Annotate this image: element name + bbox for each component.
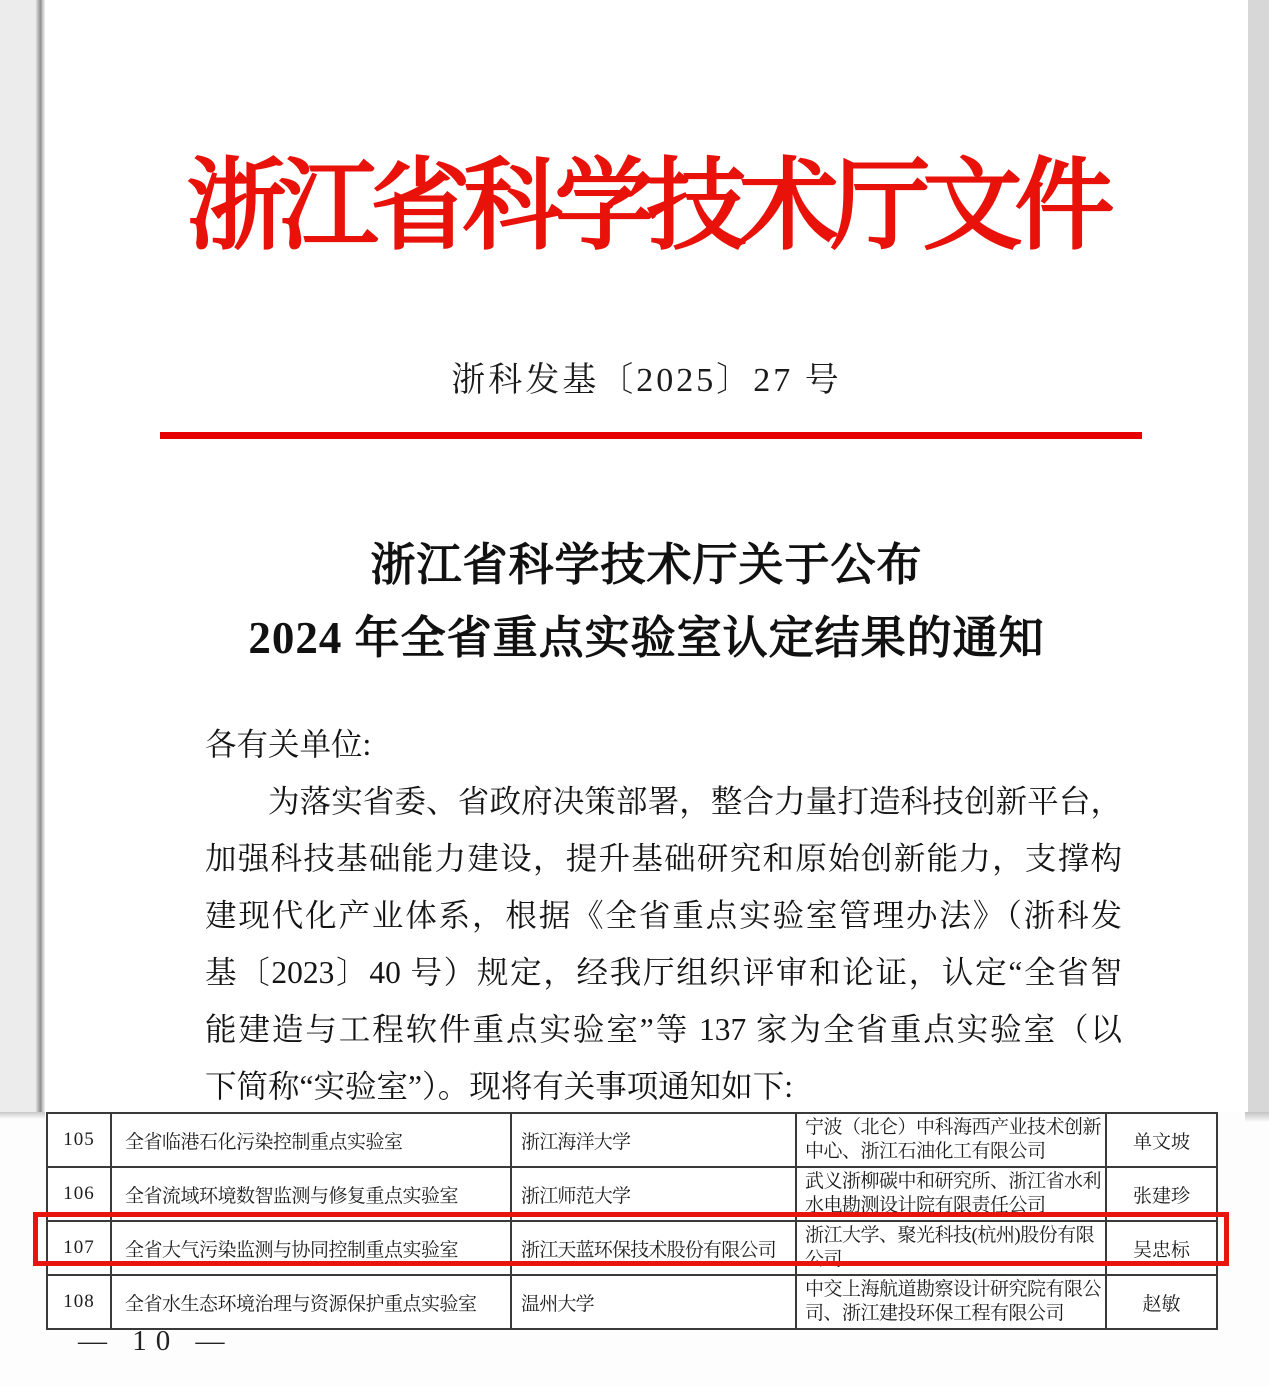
cell-partners: 中交上海航道勘察设计研究院有限公司、浙江建投环保工程有限公司 — [796, 1275, 1106, 1329]
salutation: 各有关单位: — [205, 727, 372, 762]
body-line-6: 下简称“实验室”）。现将有关事项通知如下: — [205, 1069, 793, 1104]
body-line-4: 基〔2023〕40 号）规定，经我厅组织评审和论证，认定“全省智 — [205, 955, 1122, 990]
table-row-106 — [47, 1167, 1217, 1221]
table-row-105 — [47, 1113, 1217, 1167]
body-line-2: 加强科技基础能力建设，提升基础研究和原始创新能力，支撑构 — [205, 841, 1122, 876]
page-right-margin — [1248, 0, 1269, 1122]
body-line-3: 建现代化产业体系，根据《全省重点实验室管理办法》（浙科发 — [205, 898, 1122, 933]
cell-no: 107 — [47, 1221, 111, 1275]
cell-host: 温州大学 — [511, 1275, 796, 1329]
red-separator-rule — [160, 432, 1142, 439]
table-row-108 — [47, 1275, 1217, 1329]
page-shadow-left — [0, 1112, 45, 1119]
cell-lab-name: 全省水生态环境治理与资源保护重点实验室 — [111, 1275, 511, 1329]
body-line-1: 为落实省委、省政府决策部署，整合力量打造科技创新平台， — [268, 784, 1122, 819]
cell-director: 赵敏 — [1106, 1275, 1217, 1329]
cell-director: 张建珍 — [1106, 1167, 1217, 1221]
document-page — [45, 0, 1248, 1112]
cell-partners: 浙江大学、聚光科技(杭州)股份有限公司 — [796, 1221, 1106, 1275]
cell-no: 108 — [47, 1275, 111, 1329]
cell-lab-name: 全省临港石化污染控制重点实验室 — [111, 1113, 511, 1167]
cell-director: 吴忠标 — [1106, 1221, 1217, 1275]
cell-lab-name: 全省大气污染监测与协同控制重点实验室 — [111, 1221, 511, 1275]
cell-lab-name: 全省流域环境数智监测与修复重点实验室 — [111, 1167, 511, 1221]
cell-host: 浙江师范大学 — [511, 1167, 796, 1221]
doc-header-title: 浙江省科学技术厅文件 — [186, 151, 1107, 262]
doc-number: 浙科发基〔2025〕27 号 — [451, 362, 842, 399]
cell-director: 单文坡 — [1106, 1113, 1217, 1167]
cell-no: 106 — [47, 1167, 111, 1221]
cell-host: 浙江天蓝环保技术股份有限公司 — [511, 1221, 796, 1275]
page-number: — 10 — — [78, 1325, 234, 1357]
cell-no: 105 — [47, 1113, 111, 1167]
body-paragraph — [205, 716, 1122, 1115]
results-table — [46, 1112, 1216, 1330]
body-line-5: 能建造与工程软件重点实验室”等 137 家为全省重点实验室（以 — [205, 1012, 1122, 1047]
page-shadow-right — [1245, 1112, 1269, 1122]
cell-partners: 宁波（北仑）中科海西产业技术创新中心、浙江石油化工有限公司 — [796, 1113, 1106, 1167]
cell-host: 浙江海洋大学 — [511, 1113, 796, 1167]
notice-title-line2: 2024 年全省重点实验室认定结果的通知 — [248, 613, 1045, 663]
table-row-107-highlighted — [47, 1221, 1217, 1275]
notice-title-line1: 浙江省科学技术厅关于公布 — [370, 540, 923, 590]
cell-partners: 武义浙柳碳中和研究所、浙江省水利水电勘测设计院有限责任公司 — [796, 1167, 1106, 1221]
